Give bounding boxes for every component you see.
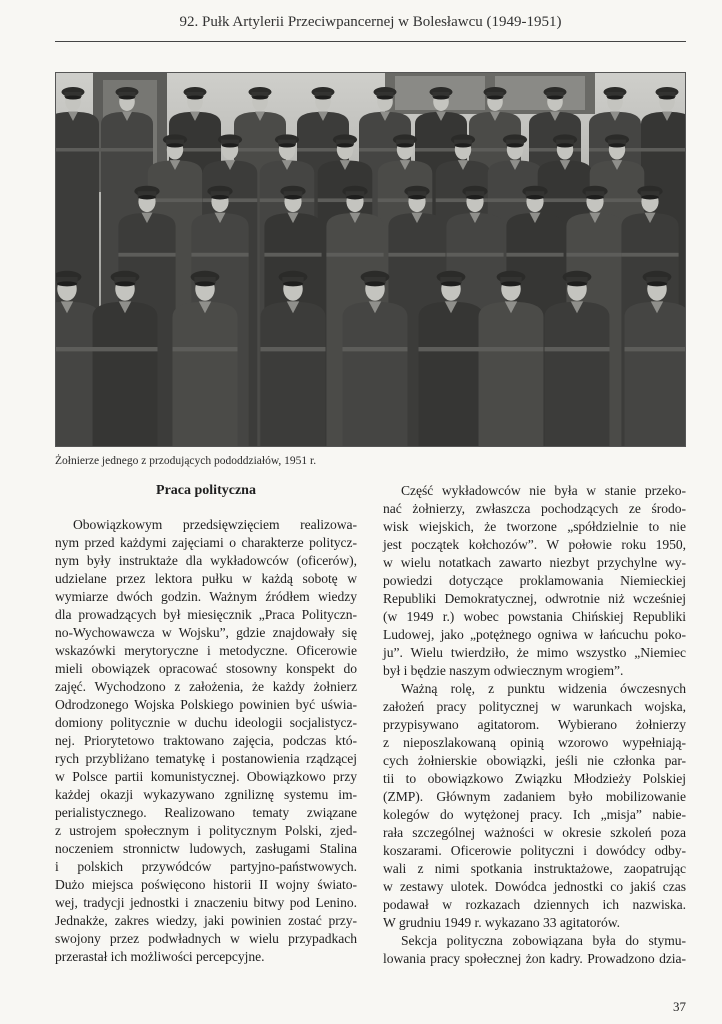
text-line: (w 1949 r.) wobec powstania Chińskiej Republiki	[383, 609, 686, 624]
cap-peak	[641, 195, 659, 199]
window-pane	[495, 76, 585, 110]
text-line: W grudniu 1949 r. wykazano 33 agitatorów.	[383, 915, 620, 930]
text-line: rych przybliżano tematykę i postanowienia rządzącej	[55, 751, 357, 766]
cap-peak	[115, 281, 135, 286]
belt	[101, 148, 153, 152]
cap-peak	[547, 96, 563, 100]
belt	[641, 148, 686, 152]
text-line: swojony przez podwładnych w wielu przypadkach	[55, 931, 357, 946]
belt	[566, 253, 623, 257]
cap-peak	[501, 281, 521, 286]
text-line: no-Wychowawcza w Wojsku”, gdzie znajdowały się	[55, 625, 357, 640]
text-line: Jednakże, zakres wiedzy, jaki powinien zostać przy-	[55, 913, 357, 928]
text-line: (ZMP). Głównym zadaniem było mobilizowanie	[383, 789, 686, 804]
belt	[506, 253, 563, 257]
text-line: powiedzi dotyczące proklamowania Niemieckiej	[383, 573, 686, 588]
text-line: cych żołnierskie obowiązki, jeśli nie członka par-	[383, 753, 686, 768]
cap-peak	[315, 96, 331, 100]
photo-caption: Żołnierze jednego z przodujących pododdziałów, 1951 r.	[55, 455, 317, 467]
paragraph	[383, 932, 686, 968]
text-line: wej, tradycji jednostki i znaczeniu bitwy pod Lenino.	[55, 895, 357, 910]
text-line: wymiarze dwóch godzin. Ważnym źródłem wiedzy	[55, 589, 357, 604]
paragraph	[383, 482, 686, 680]
belt	[234, 148, 286, 152]
cap-peak	[252, 96, 268, 100]
uniform	[93, 302, 158, 447]
text-line: wali z nimi spotkania instruktażowe, zaopatrując	[383, 861, 686, 876]
text-line: zajęć. Wychodzono z założenia, że każdy żołnierz	[55, 679, 357, 694]
text-line: i polskich przywódców partyjno-państwowych.	[55, 859, 357, 874]
cap-peak	[187, 96, 203, 100]
text-line: mieli obowiązek opracować stosowny konspekt do	[55, 661, 357, 676]
uniform	[261, 302, 326, 447]
cap-peak	[65, 96, 81, 100]
text-line: Dużo miejsca poświęcono historii II wojny świato-	[55, 877, 357, 892]
uniform	[625, 302, 687, 447]
text-line: każdej okazji wykazywano zgniliznę systemu im-	[55, 787, 357, 802]
cap-peak	[284, 195, 302, 199]
belt	[479, 347, 544, 351]
text-line: koszarami. Oficerowie polityczni i dowódcy odby-	[383, 843, 686, 858]
text-line: perialistycznego. Realizowano tematy związane	[55, 805, 357, 820]
text-line: przerastał ich możliwości percepcyjne.	[55, 949, 265, 964]
text-line: przypisywano agitatorom. Wybierano żołnierzy	[383, 717, 686, 732]
left-column	[55, 482, 357, 966]
text-line: Część wykładowców nie była w stanie przeko-	[401, 483, 686, 498]
cap-peak	[279, 143, 296, 147]
text-line: w Polsce partii komunistycznej. Obowiązkowo przy	[55, 769, 357, 784]
belt	[446, 253, 503, 257]
cap-peak	[283, 281, 303, 286]
text-line: lowania pracy społecznej żon kadry. Prowadzono dzia-	[383, 951, 686, 966]
text-line: założeń pracy politycznej w warunkach wojska,	[383, 699, 686, 714]
text-line: nać żołnierzy, zwłaszcza pochodzących ze środo-	[383, 501, 686, 516]
text-line: udzielane przez lektora pułku w każdą sobotę w	[55, 571, 357, 586]
uniform	[419, 302, 484, 447]
text-line: z ustrojem społecznym i politycznym Polski, zjed-	[55, 823, 357, 838]
text-line: kolegów do wytężonej pracy. Ich „misja” nabie-	[383, 807, 686, 822]
page-number: 37	[673, 999, 686, 1014]
cap-peak	[167, 143, 184, 147]
cap-peak	[346, 195, 364, 199]
cap-peak	[138, 195, 156, 199]
paragraph	[55, 516, 357, 966]
cap-peak	[222, 143, 239, 147]
belt	[55, 148, 99, 152]
belt	[173, 347, 238, 351]
cap-peak	[408, 195, 426, 199]
cap-peak	[526, 195, 544, 199]
text-line: Ważną rolę, z punktu widzenia ówczesnych	[401, 681, 686, 696]
uniform	[479, 302, 544, 447]
text-line: Obowiązkowym przedsięwzięciem realizowa-	[73, 517, 357, 532]
text-line: nym były instruktaże dla wykładowców (oficerów),	[55, 553, 357, 568]
belt	[264, 253, 321, 257]
cap-peak	[659, 96, 675, 100]
cap-peak	[337, 143, 354, 147]
photo	[55, 72, 686, 447]
cap-peak	[557, 143, 574, 147]
header-rule	[55, 41, 686, 42]
cap-peak	[119, 96, 135, 100]
belt	[621, 253, 678, 257]
belt	[538, 198, 593, 202]
text-line: w zestawy ulotek. Dowódca jednostki co jakiś czas	[383, 879, 686, 894]
cap-peak	[609, 143, 626, 147]
text-line: wisk wiejskich, że tworzone „spółdzielnie to nie	[383, 519, 686, 534]
belt	[419, 347, 484, 351]
uniform	[545, 302, 610, 447]
text-line: nym przed każdymi zajęciami o charakterze politycz-	[55, 535, 357, 550]
cap-peak	[377, 96, 393, 100]
text-line: domiony politycznie w duchu ideologii socjalistycz-	[55, 715, 357, 730]
uniform	[343, 302, 408, 447]
text-line: w wielu notatkach zawarto niezbyt przychylne wy-	[383, 555, 686, 570]
cap-peak	[397, 143, 414, 147]
text-line: ju”. Wielu twierdziło, że mimo wszystko „Niemiec	[383, 645, 686, 660]
cap-peak	[365, 281, 385, 286]
belt	[118, 253, 175, 257]
belt	[326, 253, 383, 257]
paragraph	[383, 680, 686, 932]
belt	[191, 253, 248, 257]
belt	[625, 347, 687, 351]
cap-peak	[195, 281, 215, 286]
cap-peak	[441, 281, 461, 286]
text-line: Ludowej, jako „potężnego ogniwa w łańcuchu poko-	[383, 627, 686, 642]
cap-peak	[211, 195, 229, 199]
belt	[343, 347, 408, 351]
cap-peak	[455, 143, 472, 147]
soldiers-group	[55, 87, 686, 447]
cap-peak	[57, 281, 77, 286]
cap-peak	[607, 96, 623, 100]
cap-peak	[433, 96, 449, 100]
belt	[529, 148, 581, 152]
text-line: Republiki Demokratycznej, odwrotnie niż wcześniej	[383, 591, 686, 606]
right-column	[383, 482, 686, 968]
text-line: noczeniem stronnictw ludowych, zasługami Stalina	[55, 841, 357, 856]
belt	[261, 347, 326, 351]
text-line: podawał w rozkazach dziennych ich nazwiska.	[383, 897, 686, 912]
text-line: tii to obowiązkowo Związku Młodzieży Polskiej	[383, 771, 686, 786]
text-line: Odrodzonego Wojska Polskiego powinien być uświa-	[55, 697, 357, 712]
belt	[388, 253, 445, 257]
text-line: rała szczególnej ważności w okresie szkoleń poza	[383, 825, 686, 840]
text-line: z nieposzlakowaną opinią wzorowo wypełniają-	[383, 735, 686, 750]
belt	[318, 198, 373, 202]
section-heading: Praca polityczna	[156, 483, 256, 498]
cap-peak	[507, 143, 524, 147]
text-line: jest początek kołchozów”. W połowie roku 1950,	[383, 537, 686, 552]
text-line: był i będzie naszym odwiecznym wrogiem”.	[383, 663, 624, 678]
left-column-body	[55, 516, 357, 966]
uniform	[173, 302, 238, 447]
cap-peak	[466, 195, 484, 199]
running-title: 92. Pułk Artylerii Przeciwpancernej w Bolesławcu (1949-1951)	[179, 14, 562, 30]
cap-peak	[586, 195, 604, 199]
cap-peak	[487, 96, 503, 100]
text-line: nej. Priorytetowo traktowano zajęcia, podczas któ-	[55, 733, 357, 748]
cap-peak	[647, 281, 667, 286]
belt	[203, 198, 258, 202]
belt	[148, 198, 203, 202]
belt	[93, 347, 158, 351]
text-line: dla prowadzących był miesięcznik „Praca Polityczn-	[55, 607, 357, 622]
text-line: wskazówki merytoryczne i metodyczne. Oficerowie	[55, 643, 357, 658]
cap-peak	[567, 281, 587, 286]
belt	[545, 347, 610, 351]
text-line: Sekcja polityczna zobowiązana była do stymu-	[401, 933, 686, 948]
